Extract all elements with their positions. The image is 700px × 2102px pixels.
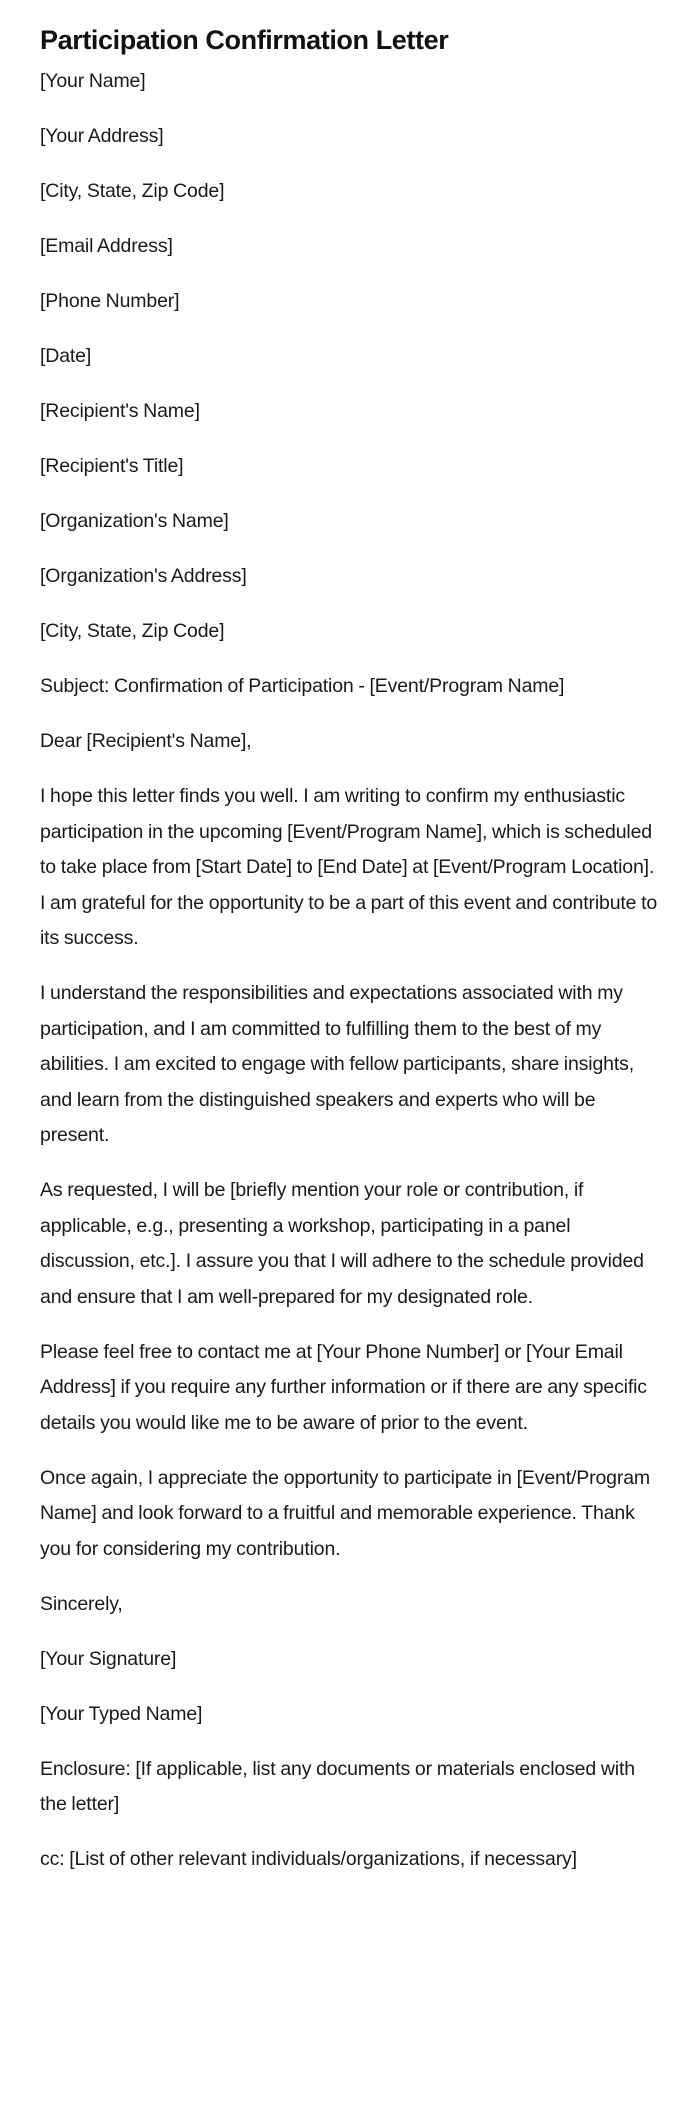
sender-city-state-zip: [City, State, Zip Code] (40, 180, 225, 202)
signature: [Your Signature] (40, 1647, 177, 1670)
cc-note: cc: [List of other relevant individuals/organizations, if necessary] (40, 1848, 577, 1870)
body-paragraph: As requested, I will be [briefly mention your role or contribution, if applicable, e.g., presenting a workshop, participating in a panel discussion, etc.]. I assure you that I will adhere to the schedule provided and ensure that I am well-prepared for my designated role. (40, 1179, 644, 1308)
subject-line: Subject: Confirmation of Participation - [Event/Program Name] (40, 675, 565, 697)
sender-name: [Your Name] (40, 70, 146, 92)
salutation: Dear [Recipient's Name], (40, 730, 252, 752)
recipient-title: [Recipient's Title] (40, 455, 184, 477)
body-paragraph: I hope this letter finds you well. I am writing to confirm my enthusiastic participation in the upcoming [Event/Program Name], which is scheduled to take place from [Start Date] to [End Date] at [Event/Program Location]. I am grateful for the opportunity to be a part of this event and contribute to its success. (40, 785, 658, 949)
enclosure-note: Enclosure: [If applicable, list any documents or materials enclosed with the letter] (40, 1757, 635, 1815)
body-paragraph: Please feel free to contact me at [Your Phone Number] or [Your Email Address] if you require any further information or if there are any specific details you would like me to be aware of prior to the event. (40, 1340, 647, 1434)
recipient-organization-address: [Organization's Address] (40, 565, 247, 587)
body-paragraph: I understand the responsibilities and expectations associated with my participation, and I am committed to fulfilling them to the best of my abilities. I am excited to engage with fellow participants, share insights, and learn from the distinguished speakers and experts who will be present. (40, 982, 634, 1146)
letter-date: [Date] (40, 345, 92, 367)
sender-email: [Email Address] (40, 235, 173, 257)
recipient-name: [Recipient's Name] (40, 400, 200, 422)
sender-phone: [Phone Number] (40, 290, 180, 312)
body-paragraph: Once again, I appreciate the opportunity to participate in [Event/Program Name] and look forward to a fruitful and memorable experience. Thank you for considering my contribution. (40, 1466, 650, 1560)
document-title: Participation Confirmation Letter (40, 25, 449, 55)
closing: Sincerely, (40, 1592, 123, 1615)
typed-name: [Your Typed Name] (40, 1702, 203, 1725)
sender-address: [Your Address] (40, 125, 164, 147)
recipient-organization: [Organization's Name] (40, 510, 229, 532)
recipient-city-state-zip: [City, State, Zip Code] (40, 620, 225, 642)
